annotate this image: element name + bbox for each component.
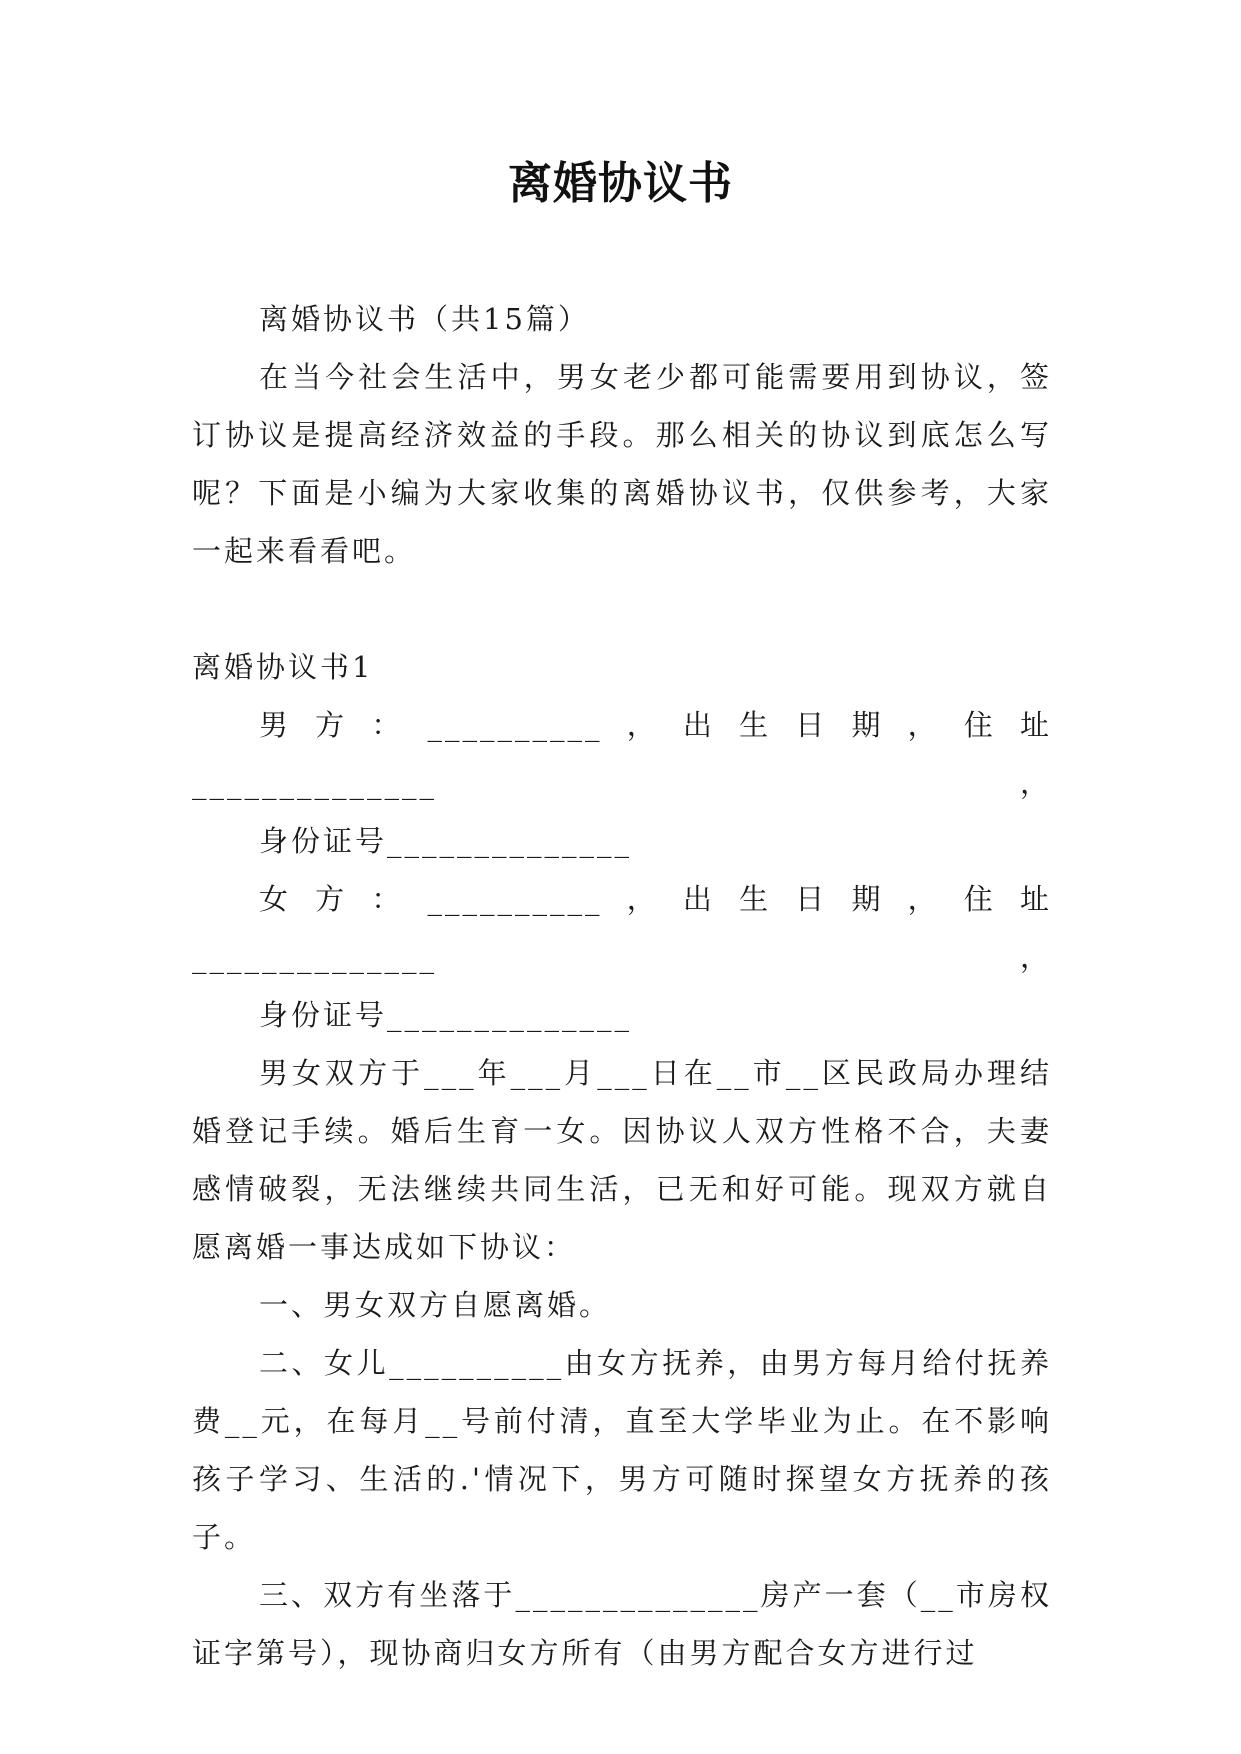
document-body — [192, 290, 1052, 1682]
series-heading: 离婚协议书（共15篇） — [259, 302, 590, 336]
intro-paragraph: 在当今社会生活中，男女老少都可能需要用到协议，签订协议是提高经济效益的手段。那么相关的协议到底怎么写呢？下面是小编为大家收集的离婚协议书，仅供参考，大家一起来看看吧。 — [192, 360, 1052, 568]
male-id-line: 身份证号______________ — [259, 824, 633, 858]
male-party-line: 男方：__________，出生日期，住址______________， — [192, 708, 1052, 800]
document-title: 离婚协议书 — [508, 158, 733, 209]
section-heading: 离婚协议书1 — [192, 650, 374, 684]
female-party-line: 女方：__________，出生日期，住址______________， — [192, 882, 1052, 974]
clause-1: 一、男女双方自愿离婚。 — [259, 1288, 612, 1322]
marriage-paragraph: 男女双方于___年___月___日在__市__区民政局办理结婚登记手续。婚后生育一女。因协议人双方性格不合，夫妻感情破裂，无法继续共同生活，已无和好可能。现双方就自愿离婚一事达成如下协议： — [192, 1056, 1052, 1264]
clause-2: 二、女儿__________由女方抚养，由男方每月给付抚养费__元，在每月__号前付清，直至大学毕业为止。在不影响孩子学习、生活的.'情况下，男方可随时探望女方抚养的孩子。 — [192, 1346, 1052, 1554]
female-id-line: 身份证号______________ — [259, 998, 633, 1032]
clause-3: 三、双方有坐落于______________房产一套（__市房权证字第号），现协商归女方所有（由男方配合女方进行过 — [192, 1578, 1052, 1670]
